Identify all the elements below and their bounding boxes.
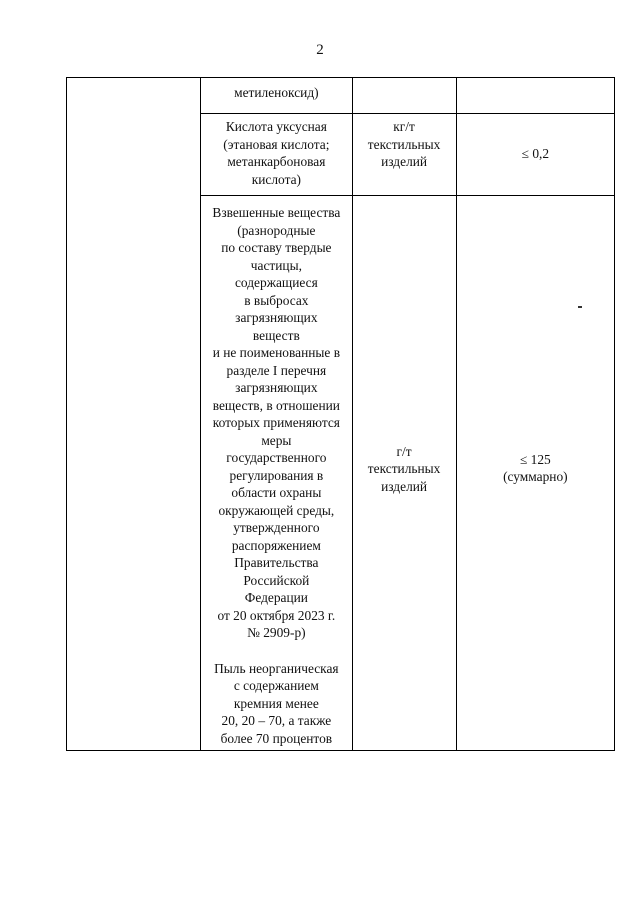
substance-text — [203, 118, 349, 188]
substance-cell — [201, 196, 352, 751]
value-text — [459, 451, 612, 486]
value-cell — [456, 196, 614, 751]
text-line: метанкарбоновая — [227, 154, 326, 169]
text-line: которых применяются — [212, 415, 340, 430]
text-line: веществ, в отношении — [212, 397, 340, 413]
text-line: (суммарно) — [503, 469, 568, 484]
unit-text — [355, 118, 454, 171]
scan-speck — [578, 306, 582, 308]
text-line: частицы, — [250, 257, 302, 273]
text-line: Взвешенные вещества — [212, 205, 341, 220]
emissions-table — [66, 77, 615, 751]
text-line: г/т — [396, 443, 412, 459]
text-line: № 2909-р) — [247, 625, 306, 640]
text-line: метиленоксид) — [234, 85, 319, 100]
text-line: регулирования в — [229, 467, 324, 483]
text-line: более 70 процентов — [220, 730, 333, 746]
unit-cell — [352, 196, 456, 751]
text-line: кремния менее — [233, 695, 319, 711]
text-line: кислота) — [251, 171, 301, 187]
text-line: текстильных — [367, 461, 441, 477]
text-line: загрязняющих — [235, 380, 318, 395]
unit-cell — [352, 78, 456, 114]
text-line: в выбросах — [244, 292, 309, 308]
text-line: ≤ 125 — [519, 451, 551, 467]
text-line: меры — [261, 432, 292, 448]
substance-cell — [201, 78, 352, 114]
text-line: текстильных — [367, 136, 441, 152]
text-line: изделий — [381, 478, 428, 494]
value-text — [459, 145, 612, 163]
substance-cell — [201, 114, 352, 196]
page-number: 2 — [316, 42, 324, 58]
text-line: изделий — [381, 154, 428, 169]
empty-first-column-cell — [67, 78, 201, 751]
text-line: 20, 20 – 70, а также — [221, 713, 332, 728]
text-line: с содержанием — [233, 678, 319, 693]
text-line: содержащиеся — [234, 275, 318, 290]
text-line: веществ — [252, 327, 300, 343]
unit-text — [355, 443, 454, 496]
text-line: и не поименованные в — [212, 345, 341, 360]
text-line: утвержденного — [233, 520, 320, 535]
text-line: области охраны — [231, 485, 322, 500]
text-line: окружающей среды, — [218, 502, 335, 518]
text-line: Пыль неорганическая — [214, 660, 339, 676]
substance-text — [203, 84, 349, 102]
text-line: от 20 октября 2023 г. — [217, 607, 336, 623]
text-line: Кислота уксусная — [225, 119, 327, 134]
value-cell — [456, 78, 614, 114]
substance-text — [203, 204, 349, 642]
text-line: ≤ 0,2 — [521, 145, 550, 161]
unit-cell — [352, 114, 456, 196]
text-line: Российской — [243, 572, 310, 588]
text-line: Правительства — [234, 555, 319, 570]
value-cell — [456, 114, 614, 196]
substance-extra-text — [203, 660, 349, 748]
text-line: (этановая кислота; — [223, 136, 330, 152]
text-line: кг/т — [393, 119, 415, 134]
text-line: (разнородные — [237, 222, 316, 238]
text-line: Федерации — [244, 590, 308, 605]
text-line: по составу твердые — [221, 240, 332, 255]
text-line: разделе I перечня — [226, 362, 327, 378]
text-line: загрязняющих — [235, 310, 318, 325]
table-row — [67, 78, 615, 114]
text-line: распоряжением — [231, 537, 321, 553]
text-line: государственного — [226, 450, 327, 465]
